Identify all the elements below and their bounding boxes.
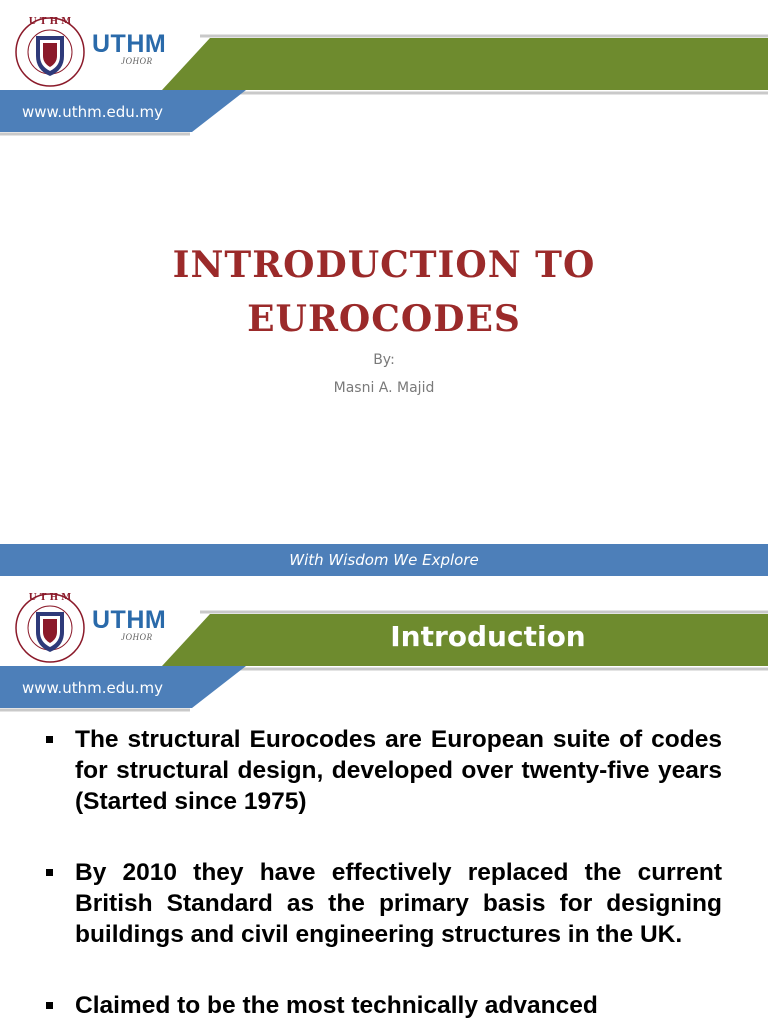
uthm-logo [12, 12, 180, 92]
svg-text:U T H M: U T H M [28, 593, 72, 603]
introduction-slide [0, 576, 768, 1024]
logo-name: UTHM [92, 30, 167, 58]
website-url[interactable]: www.uthm.edu.my [22, 103, 163, 121]
author-name: Masni A. Majid [333, 380, 435, 396]
website-url[interactable]: www.uthm.edu.my [22, 679, 163, 697]
slide-title: Introduction [390, 620, 586, 653]
bullet-square-icon [46, 1002, 53, 1009]
bullet-text: The structural Eurocodes are European suite of codes for structural design, developed over twenty-five years (Started since 1975) [75, 726, 722, 815]
logo-subtitle: JOHOR [121, 56, 153, 66]
list-item [46, 857, 722, 950]
by-label: By: [373, 352, 395, 368]
bullet-square-icon [46, 869, 53, 876]
title-line-2: EUROCODES [247, 298, 521, 340]
uthm-logo [12, 588, 180, 668]
list-item [46, 990, 722, 1021]
bullet-text: By 2010 they have effectively replaced the current British Standard as the primary basis for designing buildings and civil engineering structures in the UK. [75, 859, 722, 948]
logo-subtitle: JOHOR [121, 632, 153, 642]
bullet-list [46, 724, 722, 1024]
bullet-text: Claimed to be the most technically advanced [75, 992, 598, 1019]
svg-text:U T H M: U T H M [28, 17, 72, 27]
tagline: With Wisdom We Explore [289, 551, 479, 569]
presentation-title [0, 238, 768, 346]
title-line-1: INTRODUCTION TO [172, 244, 596, 286]
university-crest-icon [12, 12, 92, 92]
list-item [46, 724, 722, 817]
logo-name: UTHM [92, 606, 167, 634]
bullet-square-icon [46, 736, 53, 743]
university-crest-icon [12, 588, 92, 668]
